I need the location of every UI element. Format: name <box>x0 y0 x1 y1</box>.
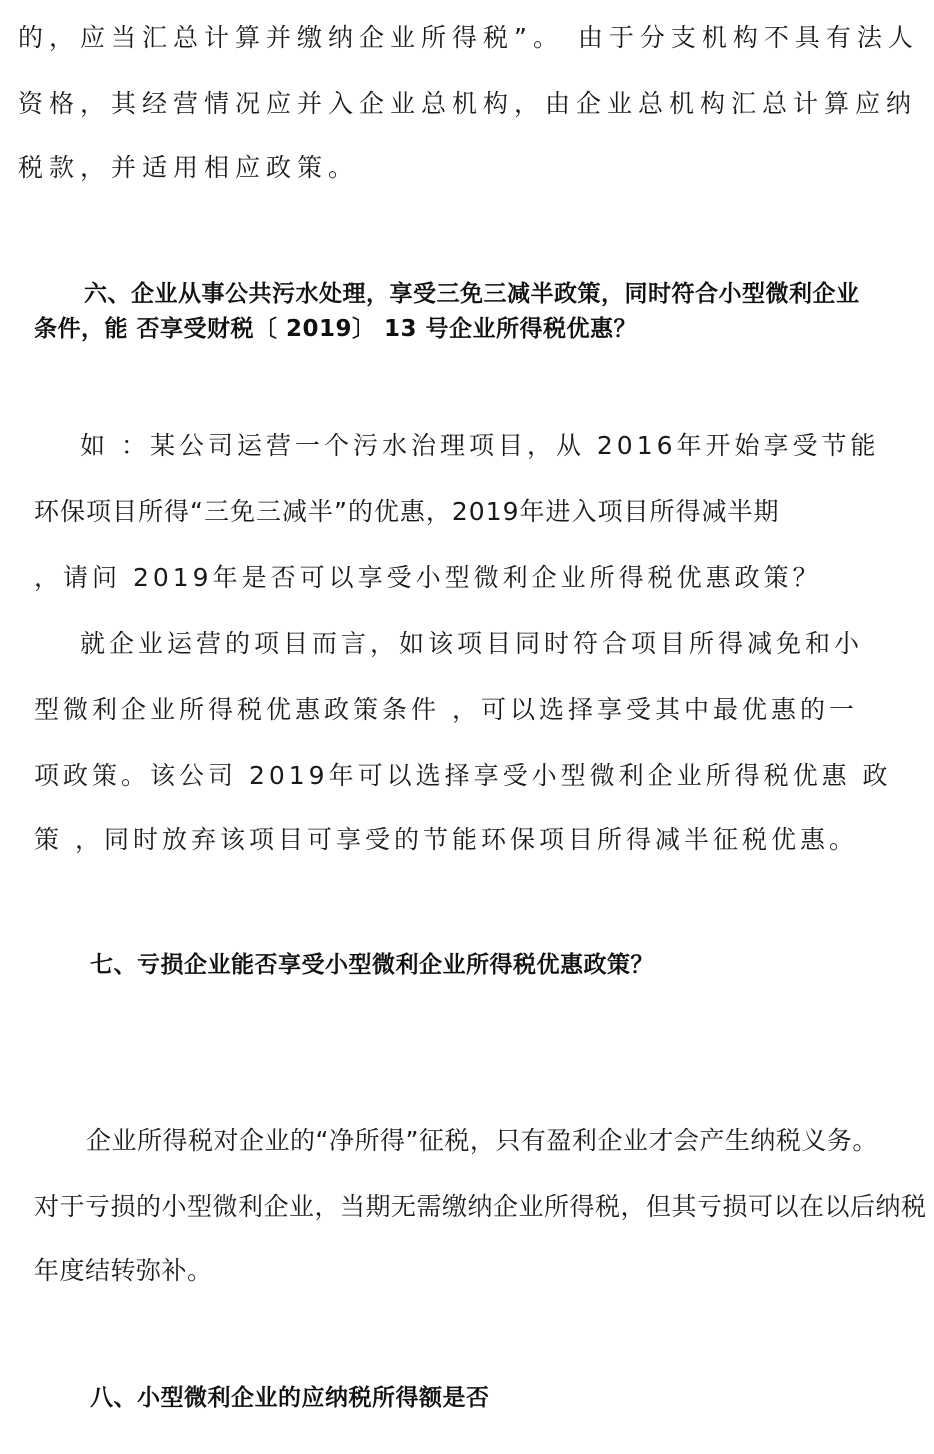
intro-line-1: 的，应当汇总计算并缴纳企业所得税”。 由于分支机构不具有法人 <box>18 23 919 52</box>
section-seven-heading: 七、亏损企业能否享受小型微利企业所得税优惠政策？ <box>90 952 654 978</box>
intro-line-2: 资格，其经营情况应并入企业总机构，由企业总机构汇总计算应纳 <box>18 89 918 118</box>
section-six-heading-line-2: 条件，能 否享受财税〔 2019〕 13 号企业所得税优惠？ <box>34 316 638 342</box>
section-six-answer-line-3: 项政策。该公司 2019年可以选择享受小型微利企业所得税优惠 政 <box>34 761 892 790</box>
section-six-heading-line-1: 六、企业从事公共污水处理，享受三免三减半政策，同时符合小型微利企业 <box>84 281 860 307</box>
section-six-answer-line-4: 策 ，同时放弃该项目可享受的节能环保项目所得减半征税优惠。 <box>34 825 858 854</box>
section-six-answer-line-2: 型微利企业所得税优惠政策条件 ，可以选择享受其中最优惠的一 <box>34 695 858 724</box>
section-six-question-line-2: 环保项目所得“三免三减半”的优惠，2019年进入项目所得减半期 <box>34 497 780 526</box>
fade-overlay <box>515 1378 934 1428</box>
section-seven-answer-line-2: 对于亏损的小型微利企业，当期无需缴纳企业所得税，但其亏损可以在以后纳税 <box>34 1192 927 1221</box>
intro-line-3: 税款，并适用相应政策。 <box>18 153 360 182</box>
section-seven-answer-line-1: 企业所得税对企业的“净所得”征税，只有盈利企业才会产生纳税义务。 <box>86 1126 878 1155</box>
section-six-question-line-1: 如 ：某公司运营一个污水治理项目，从 2016年开始享受节能 <box>80 431 880 460</box>
section-seven-answer-line-3: 年度结转弥补。 <box>34 1256 213 1285</box>
section-eight-heading: 八、小型微利企业的应纳税所得额是否 <box>90 1385 490 1411</box>
section-six-answer-line-1: 就企业运营的项目而言，如该项目同时符合项目所得减免和小 <box>80 629 864 658</box>
section-six-question-line-3: ，请问 2019年是否可以享受小型微利企业所得税优惠政策？ <box>34 563 822 592</box>
